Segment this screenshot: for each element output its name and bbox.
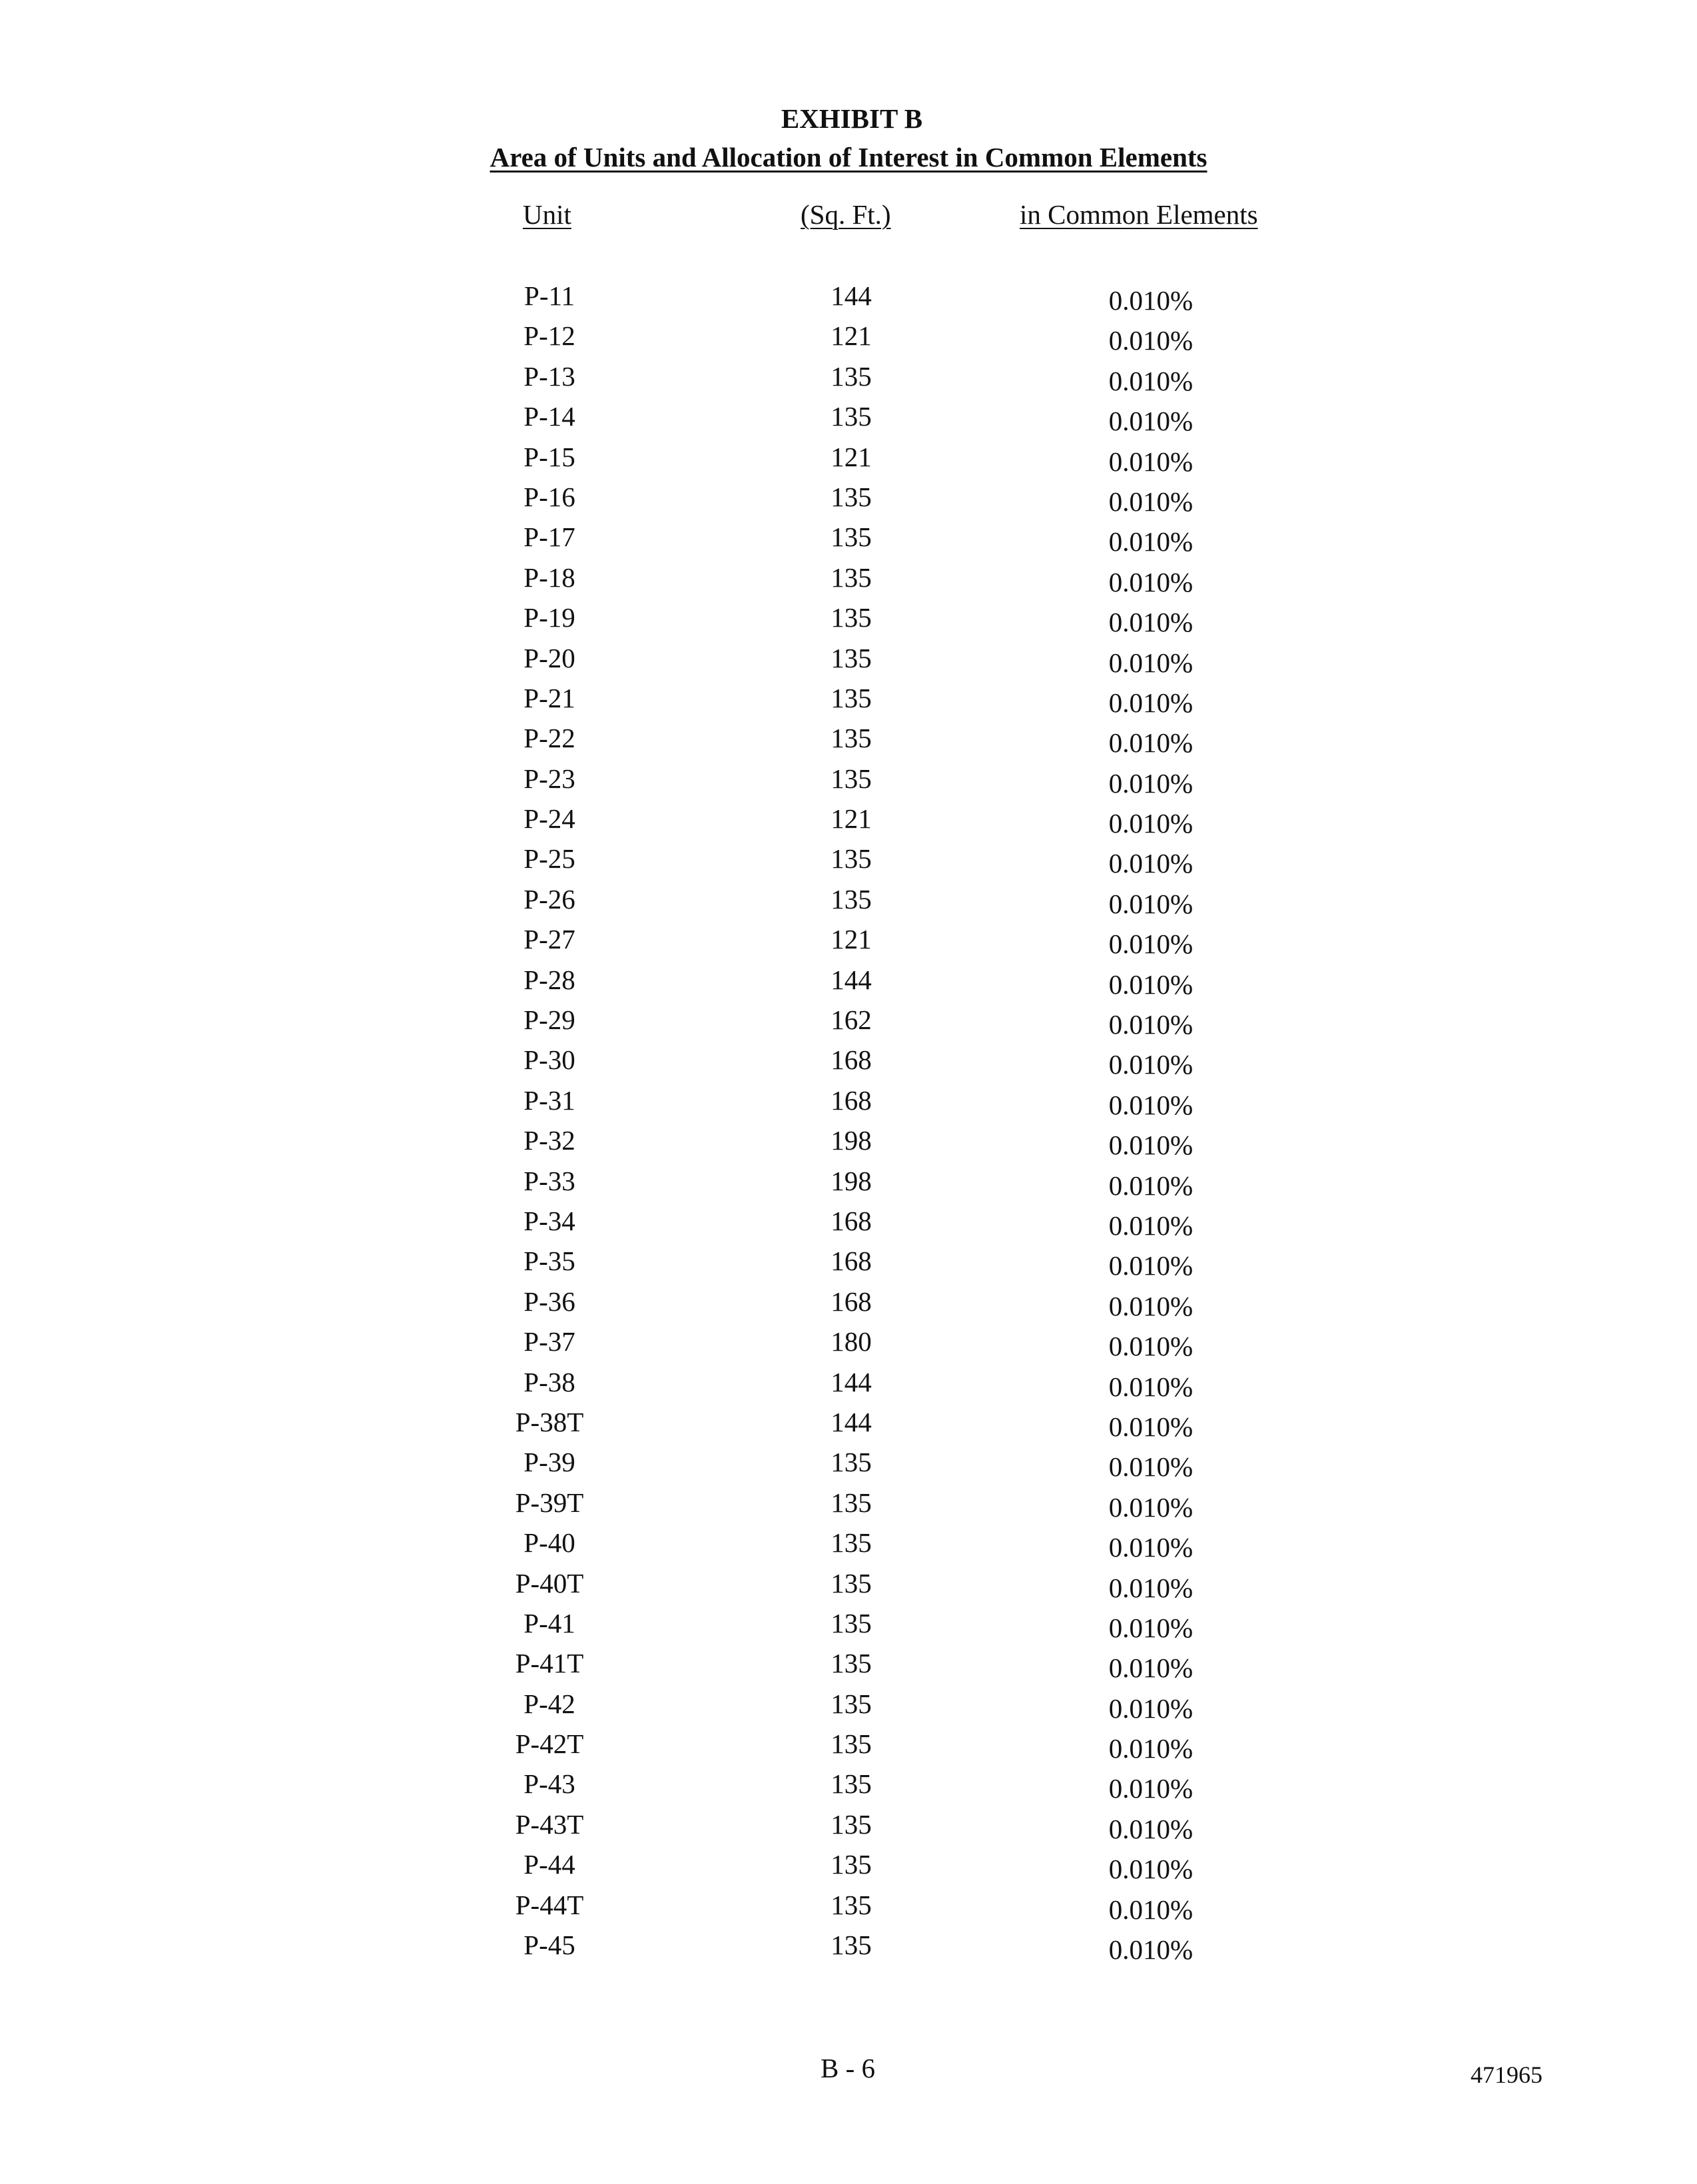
area-cell: 121 xyxy=(831,803,872,835)
table-row xyxy=(0,725,1697,765)
table-row xyxy=(0,926,1697,966)
unit-cell: P-36 xyxy=(523,1285,575,1317)
area-cell: 144 xyxy=(831,1366,872,1397)
area-cell: 135 xyxy=(831,1849,872,1880)
unit-cell: P-40T xyxy=(515,1567,584,1599)
table-row xyxy=(0,883,1697,926)
interest-cell: 0.010% xyxy=(1108,1130,1193,1161)
table-row xyxy=(0,1165,1697,1208)
unit-cell: P-17 xyxy=(523,522,575,553)
unit-cell: P-31 xyxy=(523,1084,575,1116)
table-row xyxy=(0,1932,1697,1972)
table-row xyxy=(0,481,1697,524)
area-cell: 135 xyxy=(831,481,872,512)
unit-cell: P-39T xyxy=(515,1487,584,1518)
interest-cell: 0.010% xyxy=(1108,486,1193,517)
interest-cell: 0.010% xyxy=(1108,888,1193,919)
unit-cell: P-15 xyxy=(523,441,575,472)
interest-cell: 0.010% xyxy=(1108,1331,1193,1362)
interest-cell: 0.010% xyxy=(1108,727,1193,759)
area-cell: 135 xyxy=(831,1607,872,1638)
interest-cell: 0.010% xyxy=(1108,566,1193,597)
interest-cell: 0.010% xyxy=(1108,767,1193,799)
table-row xyxy=(0,642,1697,685)
area-cell: 135 xyxy=(831,1768,872,1800)
area-cell: 135 xyxy=(831,1567,872,1599)
table-row xyxy=(0,360,1697,403)
table-row xyxy=(0,1529,1697,1569)
table-row xyxy=(0,322,1697,362)
area-cell: 162 xyxy=(831,1004,872,1036)
area-cell: 135 xyxy=(831,1648,872,1679)
area-cell: 135 xyxy=(831,1889,872,1920)
area-cell: 135 xyxy=(831,522,872,553)
area-cell: 168 xyxy=(831,1044,872,1076)
table-row xyxy=(0,1127,1697,1167)
area-cell: 168 xyxy=(831,1205,872,1236)
area-cell: 144 xyxy=(831,1406,872,1437)
unit-cell: P-33 xyxy=(523,1165,575,1196)
unit-cell: P-39 xyxy=(523,1447,575,1478)
interest-cell: 0.010% xyxy=(1108,406,1193,437)
interest-cell: 0.010% xyxy=(1108,1451,1193,1483)
unit-cell: P-37 xyxy=(523,1326,575,1357)
area-cell: 198 xyxy=(831,1125,872,1156)
unit-cell: P-14 xyxy=(523,401,575,432)
table-row xyxy=(0,682,1697,725)
interest-cell: 0.010% xyxy=(1108,1773,1193,1804)
interest-cell: 0.010% xyxy=(1108,1210,1193,1241)
unit-cell: P-35 xyxy=(523,1246,575,1277)
unit-cell: P-41T xyxy=(515,1648,584,1679)
area-cell: 135 xyxy=(831,1487,872,1518)
table-row xyxy=(0,1248,1697,1287)
area-cell: 121 xyxy=(831,441,872,472)
unit-cell: P-43T xyxy=(515,1808,584,1840)
unit-cell: P-27 xyxy=(523,924,575,955)
area-cell: 198 xyxy=(831,1165,872,1196)
area-cell: 135 xyxy=(831,1527,872,1559)
interest-cell: 0.010% xyxy=(1108,647,1193,678)
unit-cell: P-45 xyxy=(523,1930,575,1961)
table-row xyxy=(0,282,1697,322)
table-row xyxy=(0,1567,1697,1610)
interest-cell: 0.010% xyxy=(1108,1934,1193,1966)
unit-cell: P-41 xyxy=(523,1607,575,1638)
interest-cell: 0.010% xyxy=(1108,1491,1193,1523)
table-row xyxy=(0,1205,1697,1248)
table-row xyxy=(0,845,1697,885)
interest-cell: 0.010% xyxy=(1108,1652,1193,1684)
unit-cell: P-38 xyxy=(523,1366,575,1397)
interest-cell: 0.010% xyxy=(1108,1733,1193,1764)
area-cell: 168 xyxy=(831,1246,872,1277)
unit-cell: P-34 xyxy=(523,1205,575,1236)
table-row xyxy=(0,1006,1697,1046)
interest-cell: 0.010% xyxy=(1108,1612,1193,1643)
unit-cell: P-42 xyxy=(523,1688,575,1719)
unit-cell: P-21 xyxy=(523,682,575,713)
area-cell: 135 xyxy=(831,723,872,754)
interest-cell: 0.010% xyxy=(1108,1854,1193,1885)
unit-cell: P-12 xyxy=(523,320,575,352)
interest-cell: 0.010% xyxy=(1108,1290,1193,1321)
area-cell: 135 xyxy=(831,642,872,673)
unit-cell: P-20 xyxy=(523,642,575,673)
interest-cell: 0.010% xyxy=(1108,1572,1193,1603)
interest-cell: 0.010% xyxy=(1108,607,1193,638)
unit-cell: P-22 xyxy=(523,723,575,754)
table-row xyxy=(0,524,1697,563)
unit-cell: P-24 xyxy=(523,803,575,835)
interest-cell: 0.010% xyxy=(1108,968,1193,1000)
area-cell: 135 xyxy=(831,360,872,392)
interest-cell: 0.010% xyxy=(1108,446,1193,477)
area-cell: 135 xyxy=(831,1688,872,1719)
area-cell: 121 xyxy=(831,924,872,955)
unit-cell: P-42T xyxy=(515,1728,584,1760)
table-row xyxy=(0,1690,1697,1730)
interest-cell: 0.010% xyxy=(1108,1692,1193,1724)
area-cell: 135 xyxy=(831,1808,872,1840)
unit-cell: P-16 xyxy=(523,481,575,512)
table-row xyxy=(0,1851,1697,1891)
table-row xyxy=(0,1046,1697,1086)
unit-cell: P-26 xyxy=(523,883,575,914)
interest-cell: 0.010% xyxy=(1108,808,1193,839)
area-cell: 121 xyxy=(831,320,872,352)
area-cell: 135 xyxy=(831,883,872,914)
interest-cell: 0.010% xyxy=(1108,1089,1193,1120)
table-row xyxy=(0,1366,1697,1409)
table-row xyxy=(0,966,1697,1006)
unit-cell: P-23 xyxy=(523,763,575,794)
unit-cell: P-43 xyxy=(523,1768,575,1800)
interest-cell: 0.010% xyxy=(1108,1371,1193,1402)
area-cell: 135 xyxy=(831,401,872,432)
document-id: 471965 xyxy=(1471,2061,1542,2088)
interest-cell: 0.010% xyxy=(1108,325,1193,356)
unit-cell: P-29 xyxy=(523,1004,575,1036)
table-row xyxy=(0,1730,1697,1770)
area-cell: 144 xyxy=(831,964,872,995)
interest-cell: 0.010% xyxy=(1108,848,1193,879)
area-cell: 135 xyxy=(831,561,872,593)
table-row xyxy=(0,403,1697,443)
table-row xyxy=(0,805,1697,845)
table-row xyxy=(0,1328,1697,1368)
unit-cell: P-25 xyxy=(523,843,575,875)
interest-cell: 0.010% xyxy=(1108,687,1193,718)
page-number: B - 6 xyxy=(821,2053,875,2083)
area-cell: 135 xyxy=(831,602,872,633)
interest-cell: 0.010% xyxy=(1108,1813,1193,1844)
area-cell: 144 xyxy=(831,280,872,311)
column-header-unit: Unit xyxy=(523,199,571,230)
unit-cell: P-32 xyxy=(523,1125,575,1156)
table-row xyxy=(0,1084,1697,1127)
column-header-area: (Sq. Ft.) xyxy=(801,199,891,230)
unit-cell: P-13 xyxy=(523,360,575,392)
interest-cell: 0.010% xyxy=(1108,928,1193,960)
table-row xyxy=(0,1770,1697,1810)
unit-cell: P-19 xyxy=(523,602,575,633)
unit-cell: P-18 xyxy=(523,561,575,593)
table-row xyxy=(0,1406,1697,1449)
table-row xyxy=(0,1650,1697,1690)
exhibit-subtitle: Area of Units and Allocation of Interest in Common Elements xyxy=(490,142,1207,173)
table-row xyxy=(0,1449,1697,1489)
interest-cell: 0.010% xyxy=(1108,1250,1193,1281)
interest-cell: 0.010% xyxy=(1108,1170,1193,1201)
area-cell: 135 xyxy=(831,1728,872,1760)
area-cell: 135 xyxy=(831,763,872,794)
table-row xyxy=(0,441,1697,484)
exhibit-title: EXHIBIT B xyxy=(781,103,923,134)
area-cell: 135 xyxy=(831,1447,872,1478)
area-cell: 135 xyxy=(831,1930,872,1961)
unit-cell: P-11 xyxy=(524,280,575,311)
area-cell: 135 xyxy=(831,843,872,875)
unit-cell: P-44 xyxy=(523,1849,575,1880)
table-row xyxy=(0,765,1697,805)
interest-cell: 0.010% xyxy=(1108,1894,1193,1925)
unit-cell: P-38T xyxy=(515,1406,584,1437)
interest-cell: 0.010% xyxy=(1108,1049,1193,1080)
unit-cell: P-40 xyxy=(523,1527,575,1559)
unit-table xyxy=(0,282,1697,1972)
table-row xyxy=(0,604,1697,644)
interest-cell: 0.010% xyxy=(1108,1532,1193,1563)
table-row xyxy=(0,1889,1697,1932)
table-row xyxy=(0,561,1697,604)
table-row xyxy=(0,1607,1697,1650)
table-row xyxy=(0,1285,1697,1328)
area-cell: 168 xyxy=(831,1084,872,1116)
column-header-interest: in Common Elements xyxy=(1020,199,1258,230)
area-cell: 168 xyxy=(831,1285,872,1317)
area-cell: 180 xyxy=(831,1326,872,1357)
interest-cell: 0.010% xyxy=(1108,1411,1193,1442)
table-row xyxy=(0,1489,1697,1529)
interest-cell: 0.010% xyxy=(1108,1009,1193,1040)
interest-cell: 0.010% xyxy=(1108,285,1193,316)
unit-cell: P-30 xyxy=(523,1044,575,1076)
interest-cell: 0.010% xyxy=(1108,526,1193,557)
interest-cell: 0.010% xyxy=(1108,365,1193,396)
unit-cell: P-28 xyxy=(523,964,575,995)
unit-cell: P-44T xyxy=(515,1889,584,1920)
table-row xyxy=(0,1808,1697,1851)
area-cell: 135 xyxy=(831,682,872,713)
